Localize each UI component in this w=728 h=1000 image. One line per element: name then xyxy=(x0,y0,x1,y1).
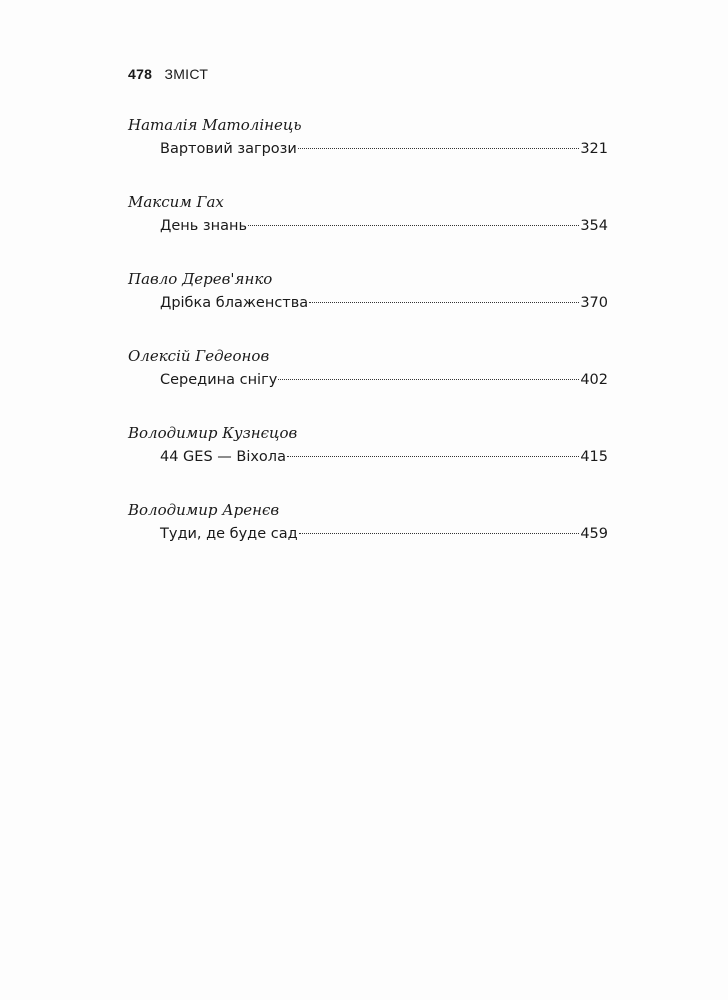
toc-page-number: 415 xyxy=(580,449,608,465)
toc-page-number: 354 xyxy=(580,218,608,234)
toc-page-number: 370 xyxy=(580,295,608,311)
running-head xyxy=(128,66,208,82)
table-of-contents xyxy=(128,113,608,575)
toc-title: Туди, де буде сад xyxy=(160,526,298,542)
toc-title-line[interactable] xyxy=(160,523,608,545)
toc-author: Володимир Кузнєцов xyxy=(128,424,298,442)
toc-entry xyxy=(128,113,608,190)
toc-author: Максим Гах xyxy=(128,193,224,211)
dot-leader xyxy=(309,302,579,303)
toc-page-number: 321 xyxy=(580,141,608,157)
toc-title: День знань xyxy=(160,218,247,234)
toc-title: Вартовий загрози xyxy=(160,141,297,157)
toc-page-number: 402 xyxy=(580,372,608,388)
toc-author: Володимир Аренєв xyxy=(128,501,280,519)
page-number: 478 xyxy=(128,66,153,82)
dot-leader xyxy=(248,225,579,226)
toc-entry xyxy=(128,267,608,344)
toc-page-number: 459 xyxy=(580,526,608,542)
toc-title-line[interactable] xyxy=(160,138,608,160)
toc-entry xyxy=(128,190,608,267)
toc-entry xyxy=(128,421,608,498)
toc-title-line[interactable] xyxy=(160,292,608,314)
toc-author: Наталія Матолінець xyxy=(128,116,302,134)
dot-leader xyxy=(299,533,580,534)
toc-entry xyxy=(128,344,608,421)
toc-author: Олексій Гедеонов xyxy=(128,347,270,365)
toc-title-line[interactable] xyxy=(160,369,608,391)
dot-leader xyxy=(278,379,579,380)
toc-title-line[interactable] xyxy=(160,446,608,468)
dot-leader xyxy=(298,148,580,149)
toc-title-line[interactable] xyxy=(160,215,608,237)
dot-leader xyxy=(287,456,579,457)
toc-entry xyxy=(128,498,608,575)
toc-title: 44 GES — Віхола xyxy=(160,449,286,465)
toc-title: Дрібка блаженства xyxy=(160,295,309,311)
toc-author: Павло Дерев'янко xyxy=(128,270,273,288)
toc-title: Середина снігу xyxy=(160,372,278,388)
section-title: ЗМІСТ xyxy=(164,66,209,82)
